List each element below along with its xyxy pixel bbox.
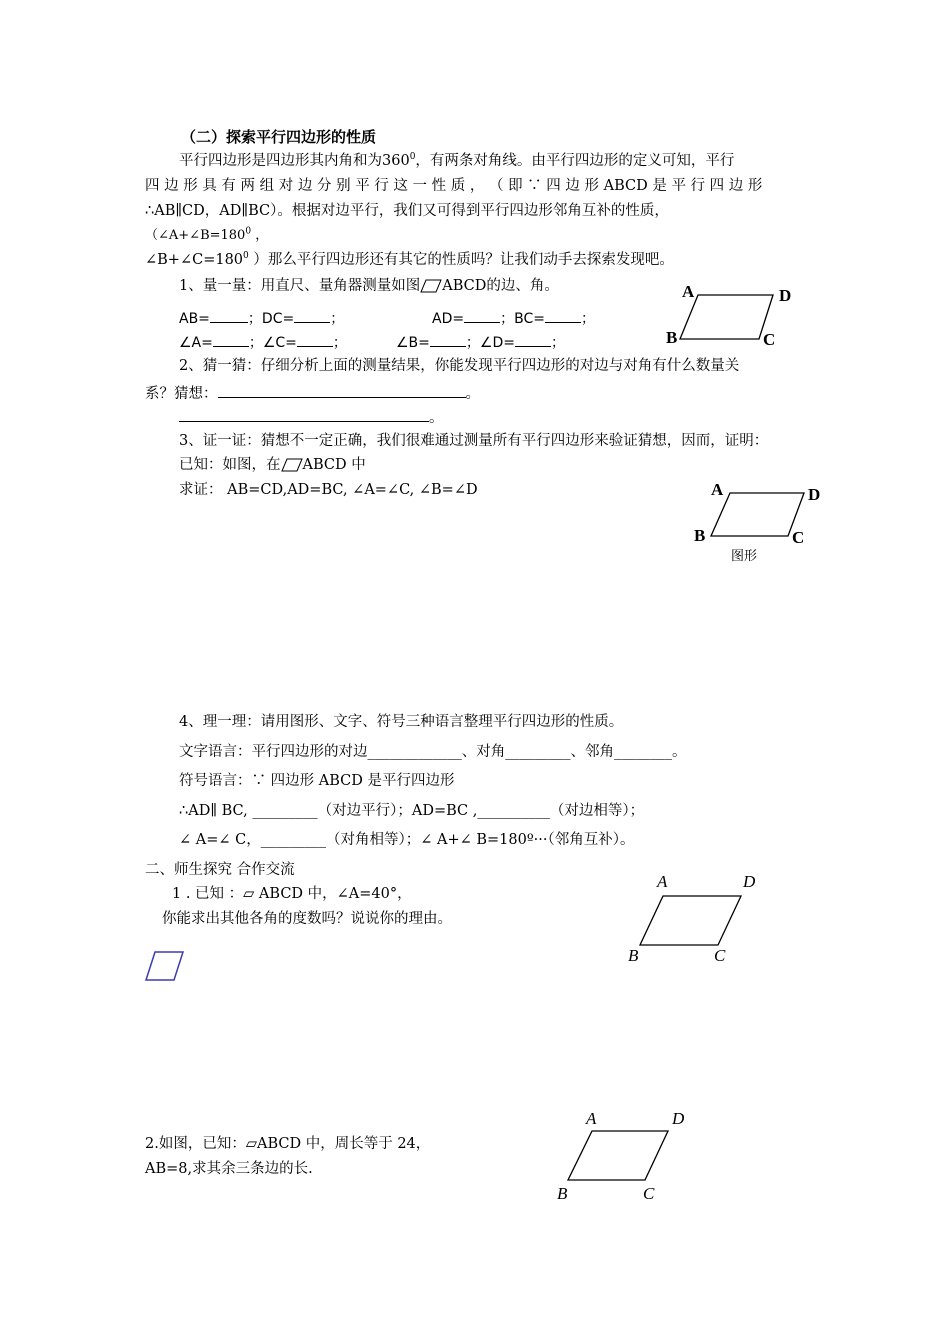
intro-line-2: 四 边 形 具 有 两 组 对 边 分 别 平 行 这 一 性 质 ， （ 即 ∵ 四 边 形 ABCD 是 平 行 四 边 形 <box>145 178 763 194</box>
fig2-label-b: B <box>694 526 706 545</box>
fig2-caption: 图形 <box>731 549 758 564</box>
part2-title: 二、师生探究 合作交流 <box>145 862 295 878</box>
fig2-label-a: A <box>711 480 724 499</box>
fig1-label-c: C <box>763 330 776 349</box>
figure-4-parallelogram <box>560 1120 680 1190</box>
measure-row-2a: ∠A= ；∠C= ； <box>179 332 347 352</box>
angle-a-blank[interactable] <box>213 332 249 347</box>
step3-known: 已知：如图，在 ABCD 中 <box>179 457 366 473</box>
step4-line-b: ∠ A=∠ C，_________（对角相等）；∠ A+∠ B=180º···（邻角互补）。 <box>179 832 635 848</box>
fig2-label-c: C <box>792 528 805 547</box>
guess-blank-2[interactable] <box>179 407 429 422</box>
step4-title: 4、理一理：请用图形、文字、符号三种语言整理平行四边形的性质。 <box>179 714 624 730</box>
bc-blank[interactable] <box>545 308 581 323</box>
figure-3-parallelogram <box>630 880 760 955</box>
fig3-label-a: A <box>657 872 668 891</box>
parallelogram-shape <box>711 493 804 536</box>
section-heading: （二）探索平行四边形的性质 <box>181 128 377 146</box>
ad-blank[interactable] <box>464 308 500 323</box>
fig1-label-a: A <box>682 282 695 301</box>
fig3-label-d: D <box>743 872 756 891</box>
fig3-label-b: B <box>628 946 639 965</box>
step3-prove: 求证： AB=CD,AD=BC, ∠A=∠C, ∠B=∠D <box>179 482 478 498</box>
parallelogram-shape <box>568 1131 668 1180</box>
blue-parallelogram-shape <box>144 951 186 983</box>
guess-blank-1[interactable] <box>218 383 466 398</box>
measure-row-1a: AB= ；DC= ； <box>179 308 344 328</box>
intro-line-4: （$\angle A+\angle B=180^0$ ， <box>145 226 269 243</box>
fig1-label-d: D <box>779 286 792 305</box>
q1-line-2: 你能求出其他各角的度数吗？说说你的理由。 <box>162 911 452 927</box>
dc-blank[interactable] <box>294 308 330 323</box>
fig4-label-b: B <box>557 1184 568 1203</box>
angle-b-blank[interactable] <box>430 332 466 347</box>
fig4-label-c: C <box>643 1184 655 1203</box>
intro-line-1: 平行四边形是四边形其内角和为$360^0$，有两条对角线。由平行四边形的定义可知，平行 <box>179 152 735 169</box>
fig4-label-a: A <box>586 1109 597 1128</box>
step4-symbol-lang: 符号语言：∵ 四边形 ABCD 是平行四边形 <box>179 773 455 789</box>
fig4-label-d: D <box>672 1109 685 1128</box>
measure-row-2b: ∠B= ；∠D= ； <box>396 332 565 352</box>
ab-blank[interactable] <box>210 308 248 323</box>
q1-line-1: 1 . 已知 ：▱ ABCD 中，∠A=40°， <box>172 886 412 902</box>
fig3-label-c: C <box>714 946 726 965</box>
parallelogram-shape <box>640 896 741 945</box>
intro-line-5: $\angle B+\angle C=180^0$ ）那么平行四边形还有其它的性质吗？让我们动手去探索发现吧。 <box>145 251 674 268</box>
step1-title: 1、量一量：用直尺、量角器测量如图 ABCD的边、角。 <box>179 278 559 294</box>
step4-text-lang: 文字语言：平行四边形的对边_____________、对角_________、邻角________。 <box>179 744 687 760</box>
fig2-label-d: D <box>808 485 821 504</box>
step4-line-a: ∴AD∥ BC, _________（对边平行）；AD=BC ,__________（对边相等）； <box>179 803 645 819</box>
fig1-label-b: B <box>666 328 678 347</box>
angle-d-blank[interactable] <box>515 332 551 347</box>
parallelogram-outline <box>146 952 183 980</box>
q2-line-1: 2.如图，已知：▱ABCD 中，周长等于 24， <box>145 1136 431 1152</box>
parallelogram-icon <box>281 458 303 472</box>
step2-line-1: 2、猜一猜：仔细分析上面的测量结果，你能发现平行四边形的对边与对角有什么数量关 <box>179 358 740 374</box>
step2-line-2: 系？猜想： 。 <box>145 383 480 403</box>
intro-line-3: ∴AB∥CD，AD∥BC）。根据对边平行，我们又可得到平行四边形邻角互补的性质， <box>145 203 669 219</box>
step2-line-3: 。 <box>179 407 444 427</box>
q2-line-2: AB=8,求其余三条边的长. <box>145 1161 313 1177</box>
parallelogram-icon <box>420 279 442 293</box>
step3-line-1: 3、证一证：猜想不一定正确，我们很难通过测量所有平行四边形来验证猜想，因而，证明： <box>179 433 769 449</box>
measure-row-1b: AD= ；BC= ； <box>432 308 595 328</box>
angle-c-blank[interactable] <box>297 332 333 347</box>
